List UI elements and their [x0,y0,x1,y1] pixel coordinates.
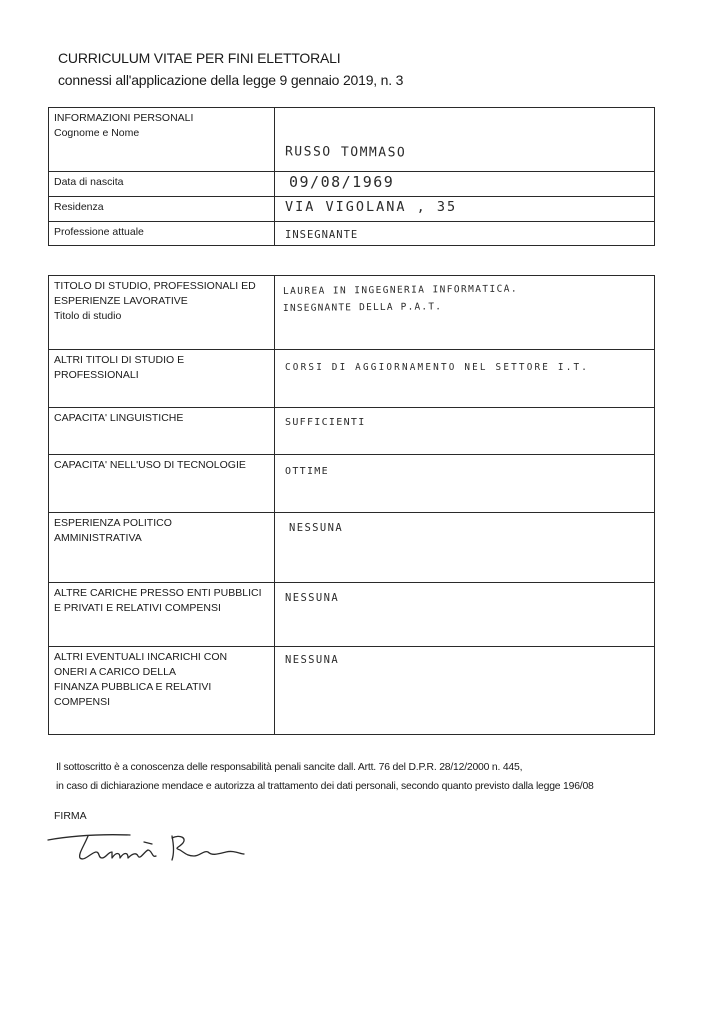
public-roles-label-line2: E PRIVATI E RELATIVI COMPENSI [54,602,221,614]
name-label-cell [49,108,275,172]
handwritten-signature [40,822,260,872]
profession-value-cell [275,222,655,246]
political-label-cell [49,513,275,583]
birth-value-cell [275,172,655,197]
birth-label: Data di nascita [54,176,124,188]
technology-value-cell [275,455,655,513]
profession-label-cell [49,222,275,246]
name-value-cell [275,108,655,172]
name-label: Cognome e Nome [54,127,140,139]
study-label-line1: TITOLO DI STUDIO, PROFESSIONALI ED [54,280,256,292]
other-titles-label-line2: PROFESSIONALI [54,369,139,381]
study-label-cell [49,276,275,350]
study-value-line1: LAUREA IN INGEGNERIA INFORMATICA. [282,283,519,297]
signature-label: FIRMA [54,810,87,822]
study-label-line3: Titolo di studio [54,310,122,322]
other-titles-value: CORSI DI AGGIORNAMENTO NEL SETTORE I.T. [285,362,590,373]
public-roles-value-cell [275,583,655,647]
birth-label-cell [49,172,275,197]
personal-section-label: INFORMAZIONI PERSONALI [54,112,194,124]
study-value-cell [275,276,655,350]
personal-info-table [48,107,655,246]
political-label-line2: AMMINISTRATIVA [54,532,142,544]
political-label-line1: ESPERIENZA POLITICO [54,517,172,529]
study-label-line2: ESPERIENZE LAVORATIVE [54,295,188,307]
political-value: NESSUNA [289,522,344,534]
other-roles-label-cell [49,647,275,735]
technology-label-cell [49,455,275,513]
profession-value: INSEGNANTE [285,229,359,241]
public-roles-label-line1: ALTRE CARICHE PRESSO ENTI PUBBLICI [54,587,262,599]
birth-value: 09/08/1969 [289,173,395,191]
residence-label-cell [49,197,275,222]
languages-value-cell [275,408,655,455]
other-roles-label-line4: COMPENSI [54,696,111,708]
other-roles-value-cell [275,647,655,735]
other-titles-value-cell [275,350,655,408]
public-roles-label-cell [49,583,275,647]
declaration-line1: Il sottoscritto è a conoscenza delle responsabilità penali sancite dall. Artt. 76 del D.P.R. 28/12/2000 n. 445, [56,762,523,773]
study-value-line2: INSEGNANTE DELLA P.A.T. [282,301,443,314]
residence-label: Residenza [54,201,104,213]
declaration-text [56,758,676,796]
technology-value: OTTIME [285,466,329,477]
document-subtitle: connessi all'applicazione della legge 9 gennaio 2019, n. 3 [58,72,404,88]
public-roles-value: NESSUNA [285,592,340,604]
other-roles-label-line2: ONERI A CARICO DELLA [54,666,176,678]
document-title: CURRICULUM VITAE PER FINI ELETTORALI [58,50,341,66]
declaration-line2: in caso di dichiarazione mendace e autorizza al trattamento dei dati personali, secondo quanto previsto dalla legge 196/08 [56,781,594,792]
residence-value-cell [275,197,655,222]
name-value: RUSSO TOMMASO [284,144,407,161]
languages-value: SUFFICIENTI [285,417,366,428]
other-roles-label-line1: ALTRI EVENTUALI INCARICHI CON [54,651,228,663]
education-experience-table [48,275,655,735]
other-roles-value: NESSUNA [285,654,340,666]
languages-label: CAPACITA' LINGUISTICHE [54,412,184,424]
languages-label-cell [49,408,275,455]
political-value-cell [275,513,655,583]
residence-value: VIA VIGOLANA , 35 [285,199,458,215]
other-titles-label-cell [49,350,275,408]
profession-label: Professione attuale [54,226,144,238]
other-titles-label-line1: ALTRI TITOLI DI STUDIO E [54,354,185,366]
technology-label: CAPACITA' NELL'USO DI TECNOLOGIE [54,459,246,471]
other-roles-label-line3: FINANZA PUBBLICA E RELATIVI [54,681,212,693]
